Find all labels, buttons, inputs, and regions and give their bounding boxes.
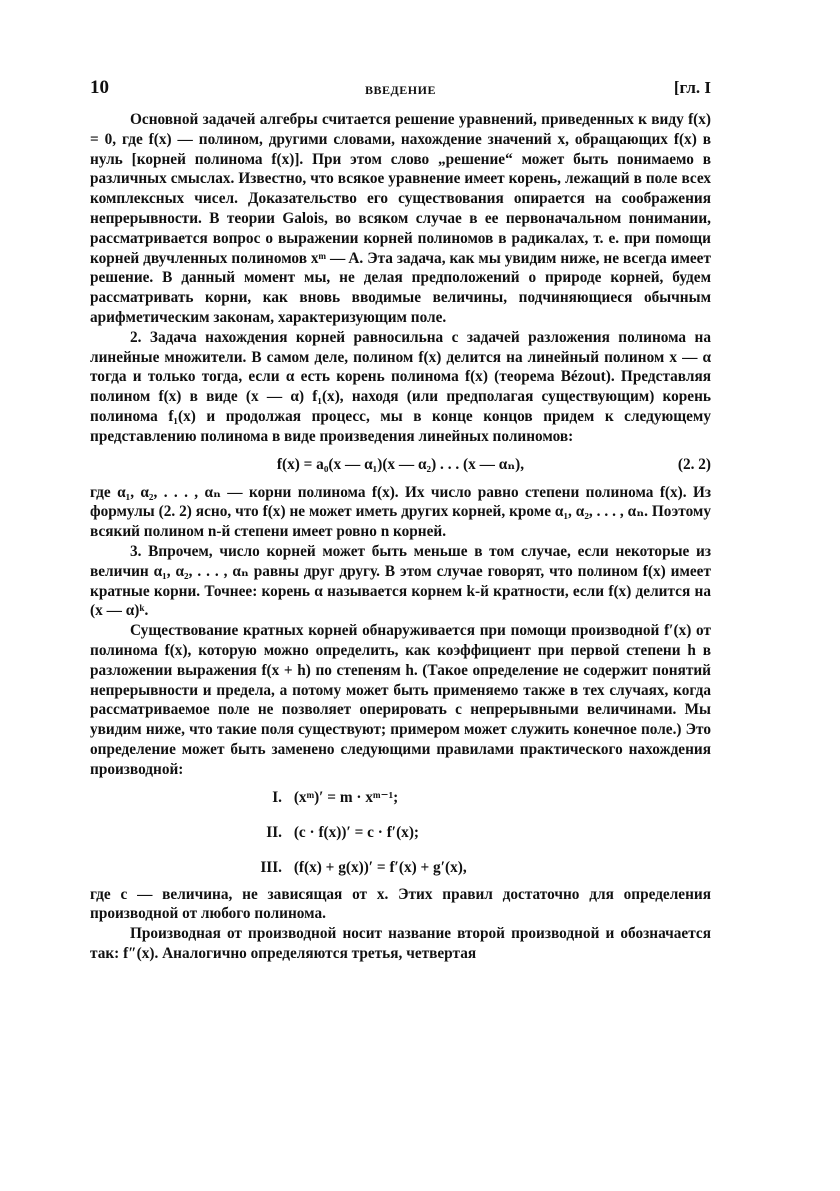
main-text	[90, 110, 711, 964]
equation-2-2	[90, 447, 711, 483]
page-number: 10	[90, 77, 109, 98]
chapter-label: [гл. I	[673, 78, 711, 97]
rule-formula: (xᵐ)′ = m · xᵐ⁻¹;	[293, 788, 399, 806]
rule-row	[258, 780, 711, 815]
running-header	[90, 78, 711, 110]
paragraph-intro: Основной задачей алгебры считается решение уравнений, приведенных к виду f(x) = 0, где f(x) — полином, другими словами, нахождение значений x, обращающих f(x) в нуль [корней полинома f(x)]. При этом слово „решение“ может быть понимаемо в различных смыслах. Известно, что всякое уравнение имеет корень, лежащий в поле всех комплексных чисел. Доказательство его существования опирается на соображения непрерывности. В теории Galois, во всяком случае в ее первоначальном понимании, рассматривается вопрос о выражении корней полиномов в радикалах, т. е. при помощи корней двучленных полиномов xᵐ — A. Эта задача, как мы увидим ниже, не всегда имеет решение. В данный момент мы, не делая предположений о природе корней, будем рассматривать корни, как вновь вводимые величины, подчиняющиеся обычным арифметическим законам, характеризующим поле.	[90, 111, 711, 326]
paragraph-rules-note: где c — величина, не зависящая от x. Этих правил достаточно для определения производной от любого полинома.	[90, 885, 711, 923]
page-content	[90, 78, 711, 964]
paragraph-derivative: Существование кратных корней обнаруживается при помощи производной f′(x) от полинома f(x), которую можно определить, как коэффициент при первой степени h в разложении выражения f(x + h) по степеням h. (Такое определение не содержит понятий непрерывности и предела, а потому может быть применяемо также в тех случаях, когда рассматриваемое поле не позволяет оперировать с непрерывными величинами. Мы увидим ниже, что такие поля существуют; примером может служить конечное поле.) Это определение может быть заменено следующими правилами практического нахождения производной:	[90, 622, 711, 778]
section-title: ВВЕДЕНИЕ	[365, 83, 436, 97]
rule-formula: (f(x) + g(x))′ = f′(x) + g′(x),	[293, 858, 467, 876]
paragraph-2: 2. Задача нахождения корней равносильна с задачей разложения полинома на линейные множители. В самом деле, полином f(x) делится на линейный полином x — α тогда и только тогда, если α есть корень полинома f(x) (теорема Bézout). Представляя полином f(x) в виде (x — α) f₁(x), находя (или предполагая существующим) корень полинома f₁(x) и продолжая процесс, мы в конце концов придем к следующему представлению полинома в виде произведения линейных полиномов:	[90, 328, 711, 445]
rule-number: II.	[266, 823, 282, 841]
paragraph-roots: где α₁, α₂, . . . , αₙ — корни полинома f(x). Их число равно степени полинома f(x). Из формулы (2. 2) ясно, что f(x) не может иметь других корней, кроме α₁, α₂, . . . , αₙ. Поэтому всякий полином n-й степени имеет ровно n корней.	[90, 483, 711, 541]
paragraph-second-derivative: Производная от производной носит название второй производной и обозначается так: f″(x). Аналогично определяются третья, четвертая	[90, 925, 711, 962]
equation-formula: f(x) = a₀(x — α₁)(x — α₂) . . . (x — αₙ),	[276, 455, 525, 473]
rule-number: III.	[260, 858, 282, 876]
rule-formula: (c · f(x))′ = c · f′(x);	[293, 823, 420, 841]
equation-number: (2. 2)	[677, 455, 711, 473]
paragraph-3: 3. Впрочем, число корней может быть меньше в том случае, если некоторые из величин α₁, α₂, . . . , αₙ равны друг другу. В этом случае говорят, что полином f(x) имеет кратные корни. Точнее: корень α называется корнем k-й кратности, если f(x) делится на (x — α)ᵏ.	[90, 542, 711, 620]
rule-number: I.	[272, 788, 282, 806]
rule-row	[258, 815, 711, 850]
derivative-rules	[90, 780, 711, 885]
rule-row	[258, 850, 711, 885]
